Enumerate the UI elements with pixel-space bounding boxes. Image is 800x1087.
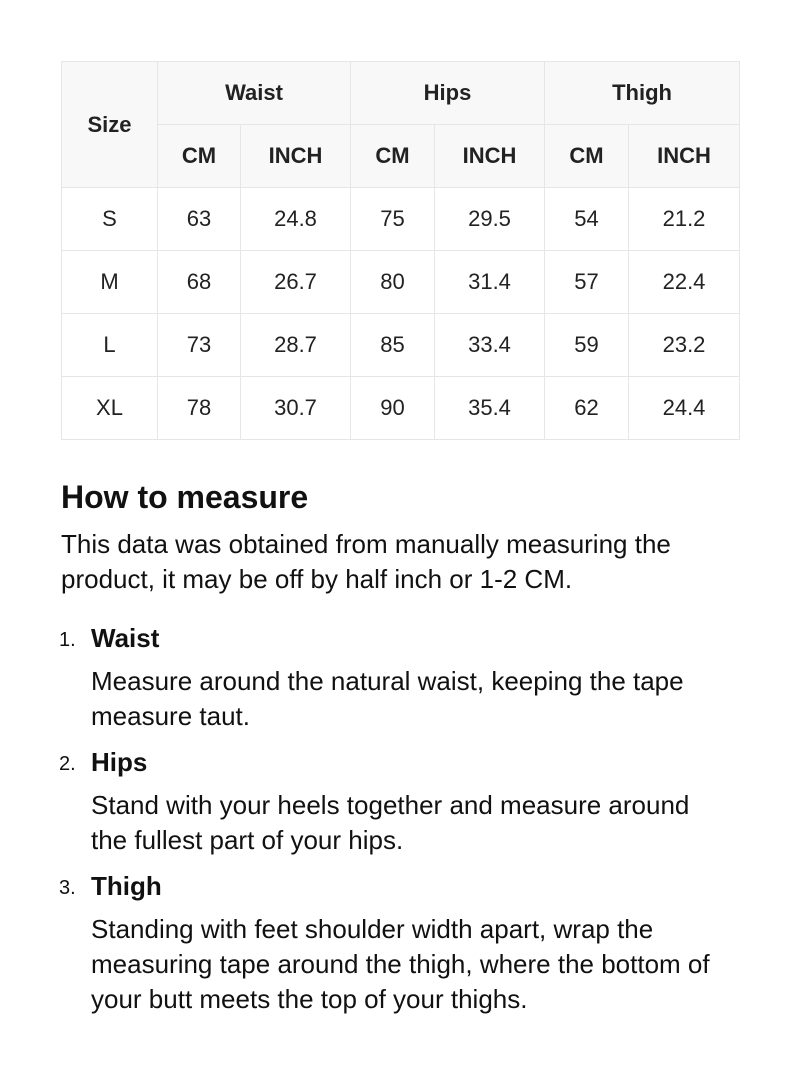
table-cell: S — [62, 188, 158, 251]
step-title: Thigh — [91, 871, 162, 901]
table-cell: 54 — [545, 188, 629, 251]
hips-cm-header: CM — [351, 125, 435, 188]
table-unit-row — [62, 125, 740, 188]
table-cell: XL — [62, 377, 158, 440]
step-number: 1. — [59, 629, 76, 651]
table-cell: 57 — [545, 251, 629, 314]
intro-text: This data was obtained from manually measuring the product, it may be off by half inch or 1-2 CM. — [61, 529, 671, 594]
waist-inch-header: INCH — [241, 125, 351, 188]
table-cell: 23.2 — [629, 314, 740, 377]
step-description: Measure around the natural waist, keeping the tape measure taut. — [91, 666, 684, 731]
table-cell: 59 — [545, 314, 629, 377]
thigh-inch-header: INCH — [629, 125, 740, 188]
table-cell: 30.7 — [241, 377, 351, 440]
thigh-group-header: Thigh — [545, 62, 740, 125]
waist-group-header: Waist — [158, 62, 351, 125]
list-item — [61, 622, 761, 734]
table-cell: 78 — [158, 377, 241, 440]
table-cell: 33.4 — [435, 314, 545, 377]
step-title: Waist — [91, 623, 160, 653]
table-cell: 22.4 — [629, 251, 740, 314]
table-row — [62, 188, 740, 251]
table-cell: 24.4 — [629, 377, 740, 440]
step-description: Standing with feet shoulder width apart, wrap the measuring tape around the thigh, where the bottom of your butt meets the top of your thighs. — [91, 914, 710, 1014]
list-item — [61, 746, 761, 858]
table-cell: 73 — [158, 314, 241, 377]
step-number: 2. — [59, 753, 76, 775]
hips-group-header: Hips — [351, 62, 545, 125]
step-number: 3. — [59, 877, 76, 899]
table-cell: 90 — [351, 377, 435, 440]
waist-cm-header: CM — [158, 125, 241, 188]
table-cell: 26.7 — [241, 251, 351, 314]
section-title: How to measure — [61, 479, 309, 515]
table-cell: 29.5 — [435, 188, 545, 251]
table-cell: 63 — [158, 188, 241, 251]
table-cell: 62 — [545, 377, 629, 440]
table-cell: 80 — [351, 251, 435, 314]
hips-inch-header: INCH — [435, 125, 545, 188]
table-header-row — [62, 62, 740, 125]
size-column-header: Size — [62, 62, 158, 188]
step-description: Stand with your heels together and measure around the fullest part of your hips. — [91, 790, 690, 855]
table-cell: M — [62, 251, 158, 314]
table-cell: 24.8 — [241, 188, 351, 251]
step-title: Hips — [91, 747, 148, 777]
table-cell: 21.2 — [629, 188, 740, 251]
table-cell: 85 — [351, 314, 435, 377]
table-cell: 31.4 — [435, 251, 545, 314]
table-cell: 68 — [158, 251, 241, 314]
how-to-measure-section — [61, 477, 761, 1029]
size-chart-table — [61, 61, 740, 440]
table-row — [62, 314, 740, 377]
table-row — [62, 251, 740, 314]
table-cell: 75 — [351, 188, 435, 251]
table-row — [62, 377, 740, 440]
list-item — [61, 870, 761, 1017]
table-cell: L — [62, 314, 158, 377]
table-cell: 35.4 — [435, 377, 545, 440]
table-cell: 28.7 — [241, 314, 351, 377]
thigh-cm-header: CM — [545, 125, 629, 188]
measure-steps-list — [61, 622, 761, 1017]
